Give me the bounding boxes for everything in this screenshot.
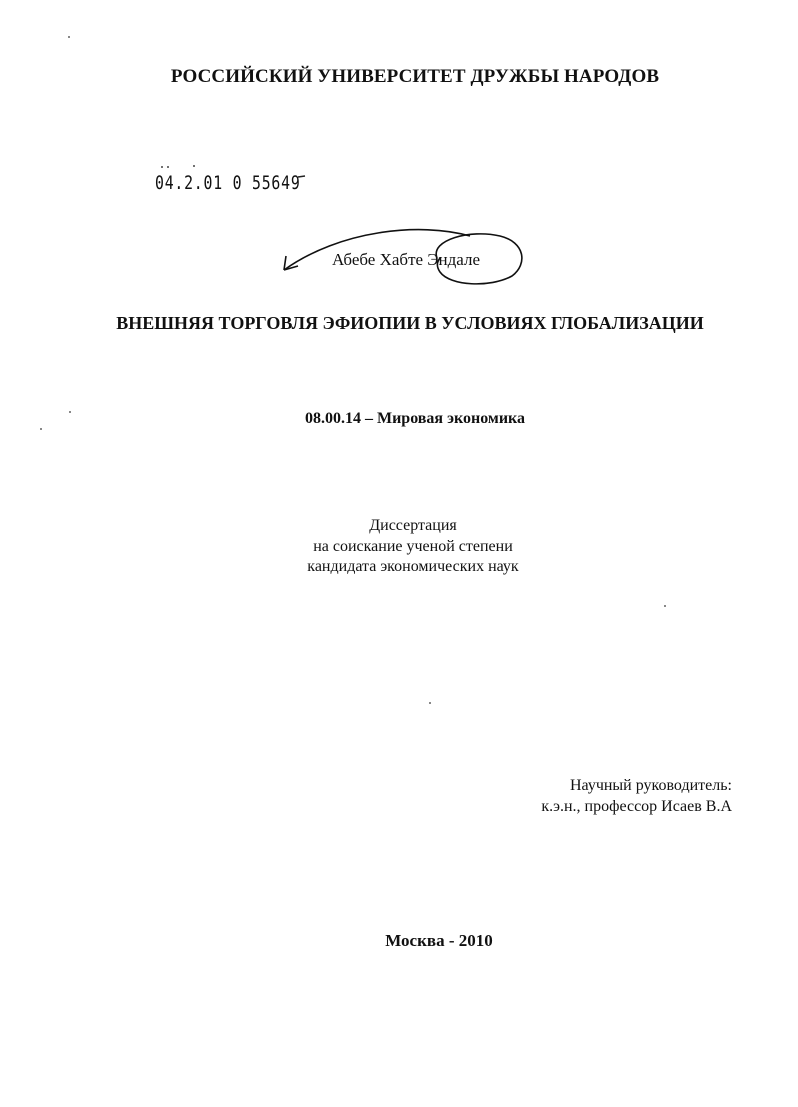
- scan-speck: [68, 36, 70, 38]
- supervisor-name: к.э.н., профессор Исаев В.А: [541, 798, 732, 815]
- document-number: 04.2.01 0 55649: [155, 172, 301, 194]
- supervisor-label: Научный руководитель:: [569, 777, 732, 794]
- city-year: Москва - 2010: [385, 931, 493, 950]
- scan-speck: [429, 702, 431, 704]
- dissertation-type: Диссертация: [369, 517, 457, 534]
- dissertation-description: [0, 516, 798, 578]
- supervisor-block: [541, 775, 732, 817]
- university-name: РОССИЙСКИЙ УНИВЕРСИТЕТ ДРУЖБЫ НАРОДОВ: [170, 66, 660, 87]
- scan-speck: [69, 411, 71, 413]
- degree-name: кандидата экономических наук: [307, 558, 519, 575]
- degree-purpose: на соискание ученой степени: [313, 537, 513, 555]
- author-name: Абебе Хабте Эндале: [332, 250, 480, 269]
- scan-speck: [664, 605, 666, 607]
- scan-speck: [40, 428, 42, 430]
- specialty-code: 08.00.14 – Мировая экономика: [304, 410, 526, 427]
- dissertation-title: ВНЕШНЯЯ ТОРГОВЛЯ ЭФИОПИИ В УСЛОВИЯХ ГЛОБАЛИЗАЦИИ: [116, 313, 704, 333]
